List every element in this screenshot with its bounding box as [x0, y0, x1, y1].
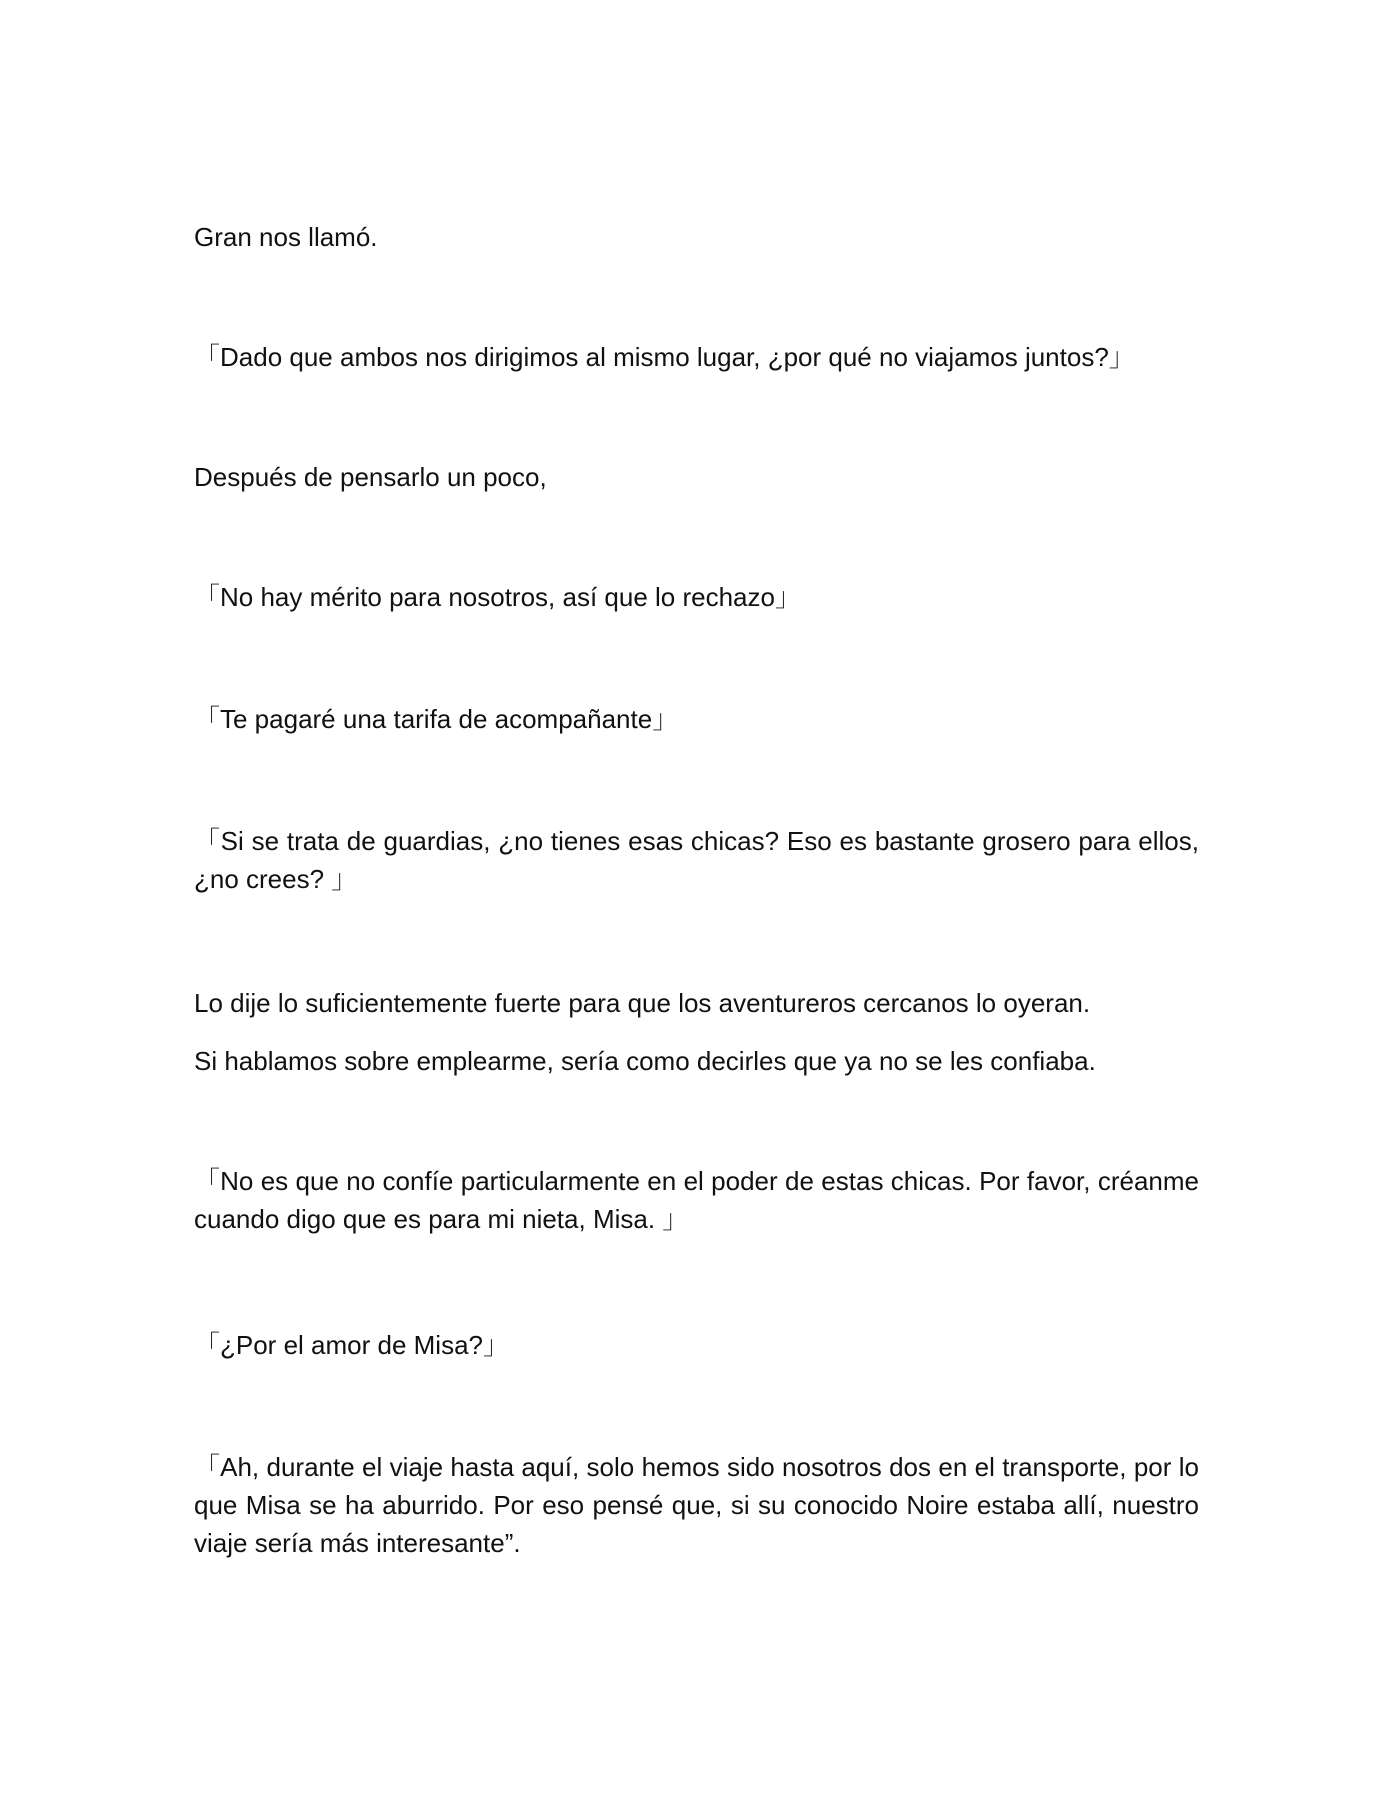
narration-paragraph: Después de pensarlo un poco,: [194, 462, 547, 492]
narration-paragraph: Si hablamos sobre emplearme, sería como decirles que ya no se les confiaba.: [194, 1046, 1096, 1076]
narration-paragraph: Lo dije lo suficientemente fuerte para que los aventureros cercanos lo oyeran.: [194, 988, 1091, 1018]
dialogue-paragraph: 「No es que no confíe particularmente en el poder de estas chicas. Por favor, créanme cuando digo que es para mi nieta, Misa. 」: [194, 1166, 1199, 1234]
dialogue-paragraph: 「Si se trata de guardias, ¿no tienes esas chicas? Eso es bastante grosero para ellos, ¿no crees? 」: [194, 826, 1199, 894]
dialogue-paragraph: 「¿Por el amor de Misa?」: [194, 1330, 509, 1360]
dialogue-paragraph: 「Ah, durante el viaje hasta aquí, solo hemos sido nosotros dos en el transporte, por lo que Misa se ha aburrido. Por eso pensé que, si su conocido Noire estaba allí, nuestro viaje sería más interesante”.: [194, 1452, 1199, 1558]
dialogue-paragraph: 「Dado que ambos nos dirigimos al mismo lugar, ¿por qué no viajamos juntos?」: [194, 342, 1135, 372]
narration-paragraph: Gran nos llamó.: [194, 222, 378, 252]
dialogue-paragraph: 「Te pagaré una tarifa de acompañante」: [194, 704, 679, 734]
dialogue-paragraph: 「No hay mérito para nosotros, así que lo rechazo」: [194, 582, 801, 612]
